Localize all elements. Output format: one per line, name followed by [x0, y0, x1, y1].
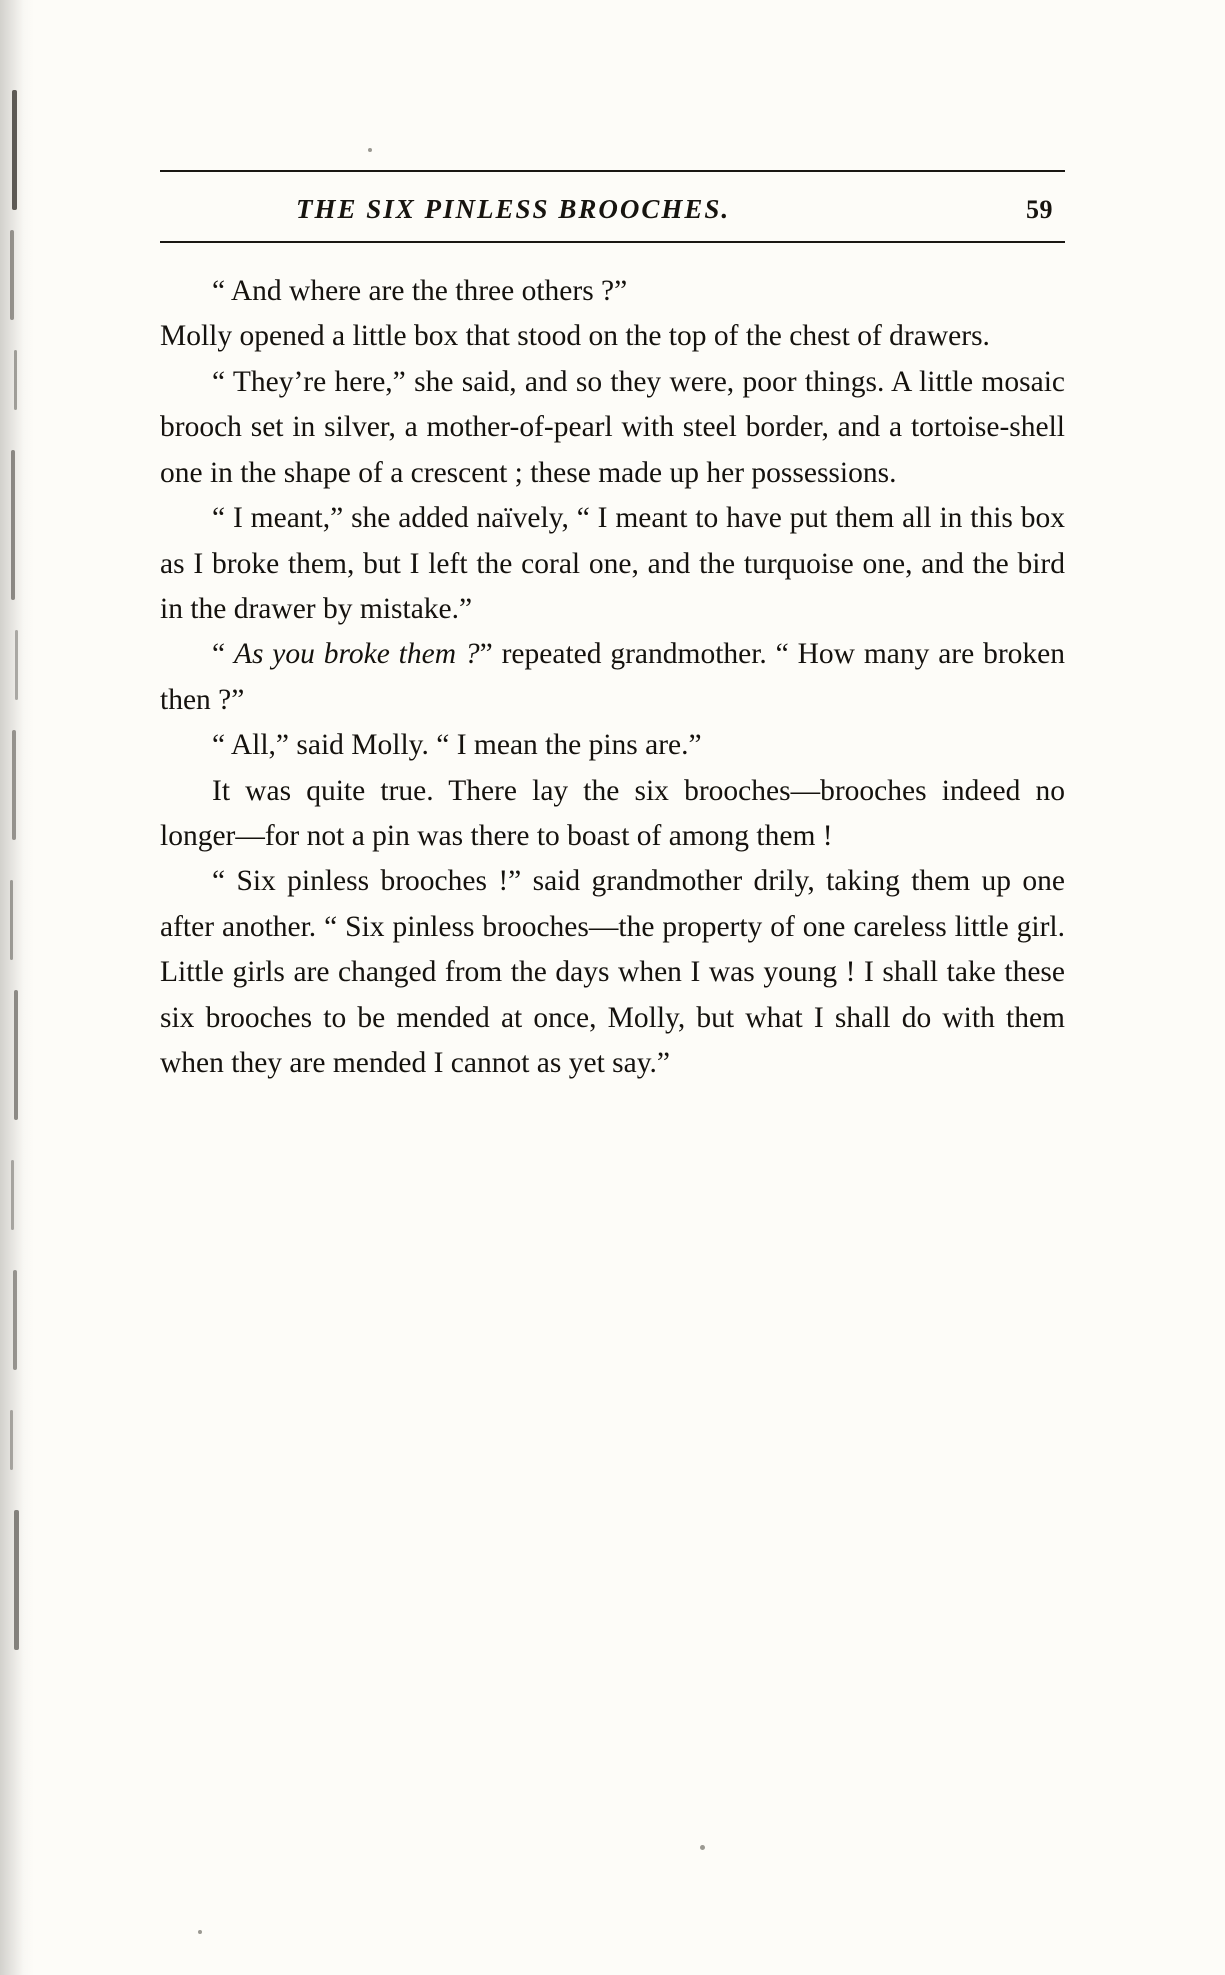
- paragraph: “ As you broke them ?” repeated grandmother. “ How many are broken then ?”: [160, 638, 1065, 716]
- scan-speckle: [368, 148, 372, 152]
- paragraph: “ Six pinless brooches !” said grandmother drily, taking them up one after another. “ Six pinless brooches—the property of one careless little girl. Little girls are changed from the days when I was young ! I shall take these six brooches to be mended at once, Molly, but what I shall do with them when they are mended I cannot as yet say.”: [160, 865, 1065, 1080]
- paragraph: “ They’re here,” she said, and so they were, poor things. A little mosaic brooch set in silver, a mother-of-pearl with steel border, and a tortoise-shell one in the shape of a crescent ; these made up her possessions.: [160, 365, 1065, 489]
- scan-speckle: [198, 1930, 202, 1934]
- running-head-title: THE SIX PINLESS BROOCHES.: [296, 194, 731, 224]
- body-text: [160, 269, 1065, 1087]
- page-number: 59: [1026, 195, 1053, 224]
- paragraph: “ And where are the three others ?”: [212, 275, 628, 307]
- header-rule-bottom: [160, 241, 1065, 243]
- scan-speckle: [700, 1845, 705, 1850]
- text-block: [160, 170, 1065, 1087]
- paragraph: Molly opened a little box that stood on the top of the chest of drawers.: [160, 320, 990, 353]
- page-gutter-shading: [0, 0, 34, 1975]
- paragraph: “ I meant,” she added naïvely, “ I meant to have put them all in this box as I broke them, but I left the coral one, and the turquoise one, and the bird in the drawer by mistake.”: [160, 502, 1065, 625]
- paragraph: “ All,” said Molly. “ I mean the pins are.”: [212, 729, 702, 762]
- scan-edge-marks: [8, 90, 24, 1690]
- running-head-row: [160, 172, 1065, 241]
- paragraph: It was quite true. There lay the six brooches—brooches indeed no longer—for not a pin was there to boast of among them !: [160, 774, 1065, 853]
- italic-quotation: As you broke them ?: [233, 638, 480, 671]
